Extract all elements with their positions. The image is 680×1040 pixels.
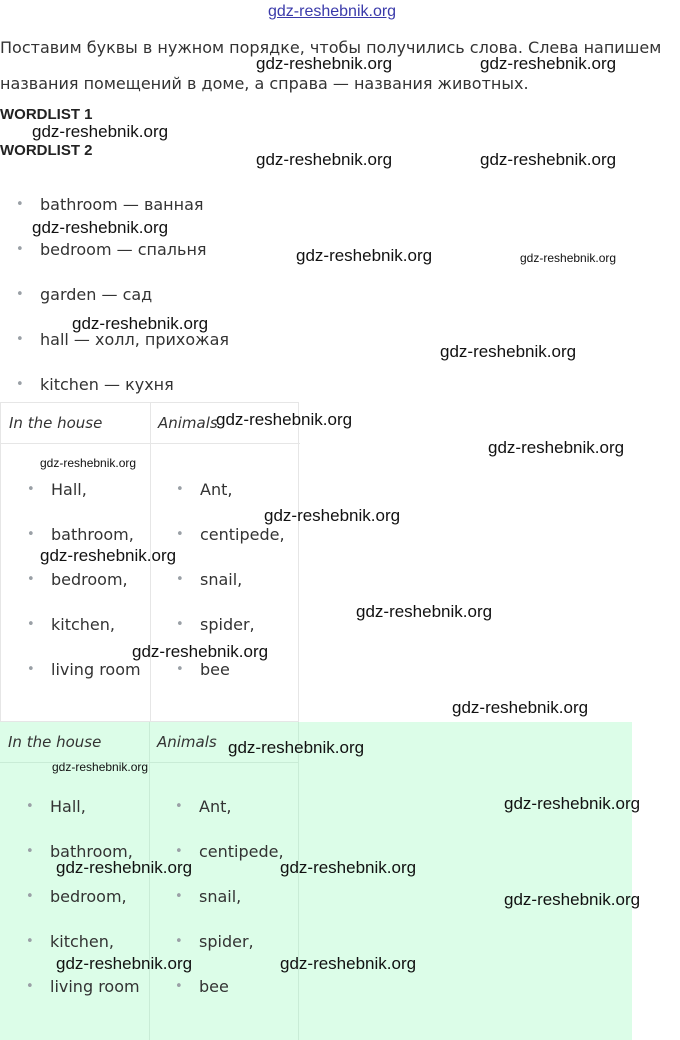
column-header-animals: Animals [158, 414, 218, 432]
list-item: • spider, [175, 919, 284, 964]
watermark: gdz-reshebnik.org [72, 314, 209, 333]
watermark: gdz-reshebnik.org [256, 150, 393, 169]
watermark: gdz-reshebnik.org [480, 150, 617, 169]
list-item: • centipede, [176, 512, 285, 557]
watermark: gdz-reshebnik.org [264, 506, 401, 525]
list-item: • Ant, [175, 784, 284, 829]
list-item: • snail, [176, 557, 285, 602]
vocab-item: • garden — сад [0, 272, 229, 317]
watermark: gdz-reshebnik.org [52, 760, 149, 774]
list-item: • bathroom, [27, 512, 141, 557]
task-instructions: Поставим буквы в нужном порядке, чтобы получились слова. Слева напишем названия помещений в доме, а справа — названия животных. [0, 38, 662, 93]
watermark: gdz-reshebnik.org [440, 342, 577, 361]
column-header-house: In the house [9, 414, 103, 432]
animals-list [175, 784, 284, 1009]
list-item: • bedroom, [27, 557, 141, 602]
watermark: gdz-reshebnik.org [504, 794, 641, 813]
watermark: gdz-reshebnik.org [280, 858, 417, 877]
list-item: • Ant, [176, 467, 285, 512]
watermark: gdz-reshebnik.org [520, 251, 617, 265]
column-divider [149, 722, 150, 1040]
watermark: gdz-reshebnik.org [452, 698, 589, 717]
site-header-link[interactable]: gdz-reshebnik.org [268, 3, 397, 20]
vocab-item: • bathroom — ванная [0, 182, 229, 227]
column-header-animals: Animals [157, 733, 217, 751]
watermark: gdz-reshebnik.org [488, 438, 625, 457]
watermark: gdz-reshebnik.org [56, 954, 193, 973]
watermark: gdz-reshebnik.org [504, 890, 641, 909]
list-item: • kitchen, [26, 919, 140, 964]
watermark: gdz-reshebnik.org [132, 642, 269, 661]
vocabulary-list [0, 182, 229, 407]
house-list [26, 784, 140, 1009]
list-item: • bee [175, 964, 284, 1009]
column-divider [298, 722, 299, 1040]
column-header-house: In the house [8, 733, 102, 751]
watermark: gdz-reshebnik.org [256, 54, 393, 73]
list-item: • living room [26, 964, 140, 1009]
vocab-item: • bedroom — спальня [0, 227, 229, 272]
list-item: • bee [176, 647, 285, 692]
wordlist-2-heading: WORDLIST 2 [0, 142, 93, 159]
watermark: gdz-reshebnik.org [216, 410, 353, 429]
list-item: • snail, [175, 874, 284, 919]
watermark: gdz-reshebnik.org [296, 246, 433, 265]
header-divider [0, 762, 299, 763]
watermark: gdz-reshebnik.org [40, 456, 137, 470]
list-item: • Hall, [26, 784, 140, 829]
watermark: gdz-reshebnik.org [32, 218, 169, 237]
house-list [27, 467, 141, 692]
list-item: • Hall, [27, 467, 141, 512]
list-item: • centipede, [175, 829, 284, 874]
list-item: • living room [27, 647, 141, 692]
watermark: gdz-reshebnik.org [280, 954, 417, 973]
header-divider [1, 443, 300, 444]
list-item: • kitchen, [27, 602, 141, 647]
watermark: gdz-reshebnik.org [228, 738, 365, 757]
watermark: gdz-reshebnik.org [56, 858, 193, 877]
list-item: • bathroom, [26, 829, 140, 874]
watermark: gdz-reshebnik.org [480, 54, 617, 73]
watermark: gdz-reshebnik.org [32, 122, 169, 141]
list-item: • bedroom, [26, 874, 140, 919]
wordlist-1-heading: WORDLIST 1 [0, 106, 93, 123]
vocab-item: • hall — холл, прихожая [0, 317, 229, 362]
watermark: gdz-reshebnik.org [40, 546, 177, 565]
watermark: gdz-reshebnik.org [356, 602, 493, 621]
vocab-item: • kitchen — кухня [0, 362, 229, 407]
list-item: • spider, [176, 602, 285, 647]
